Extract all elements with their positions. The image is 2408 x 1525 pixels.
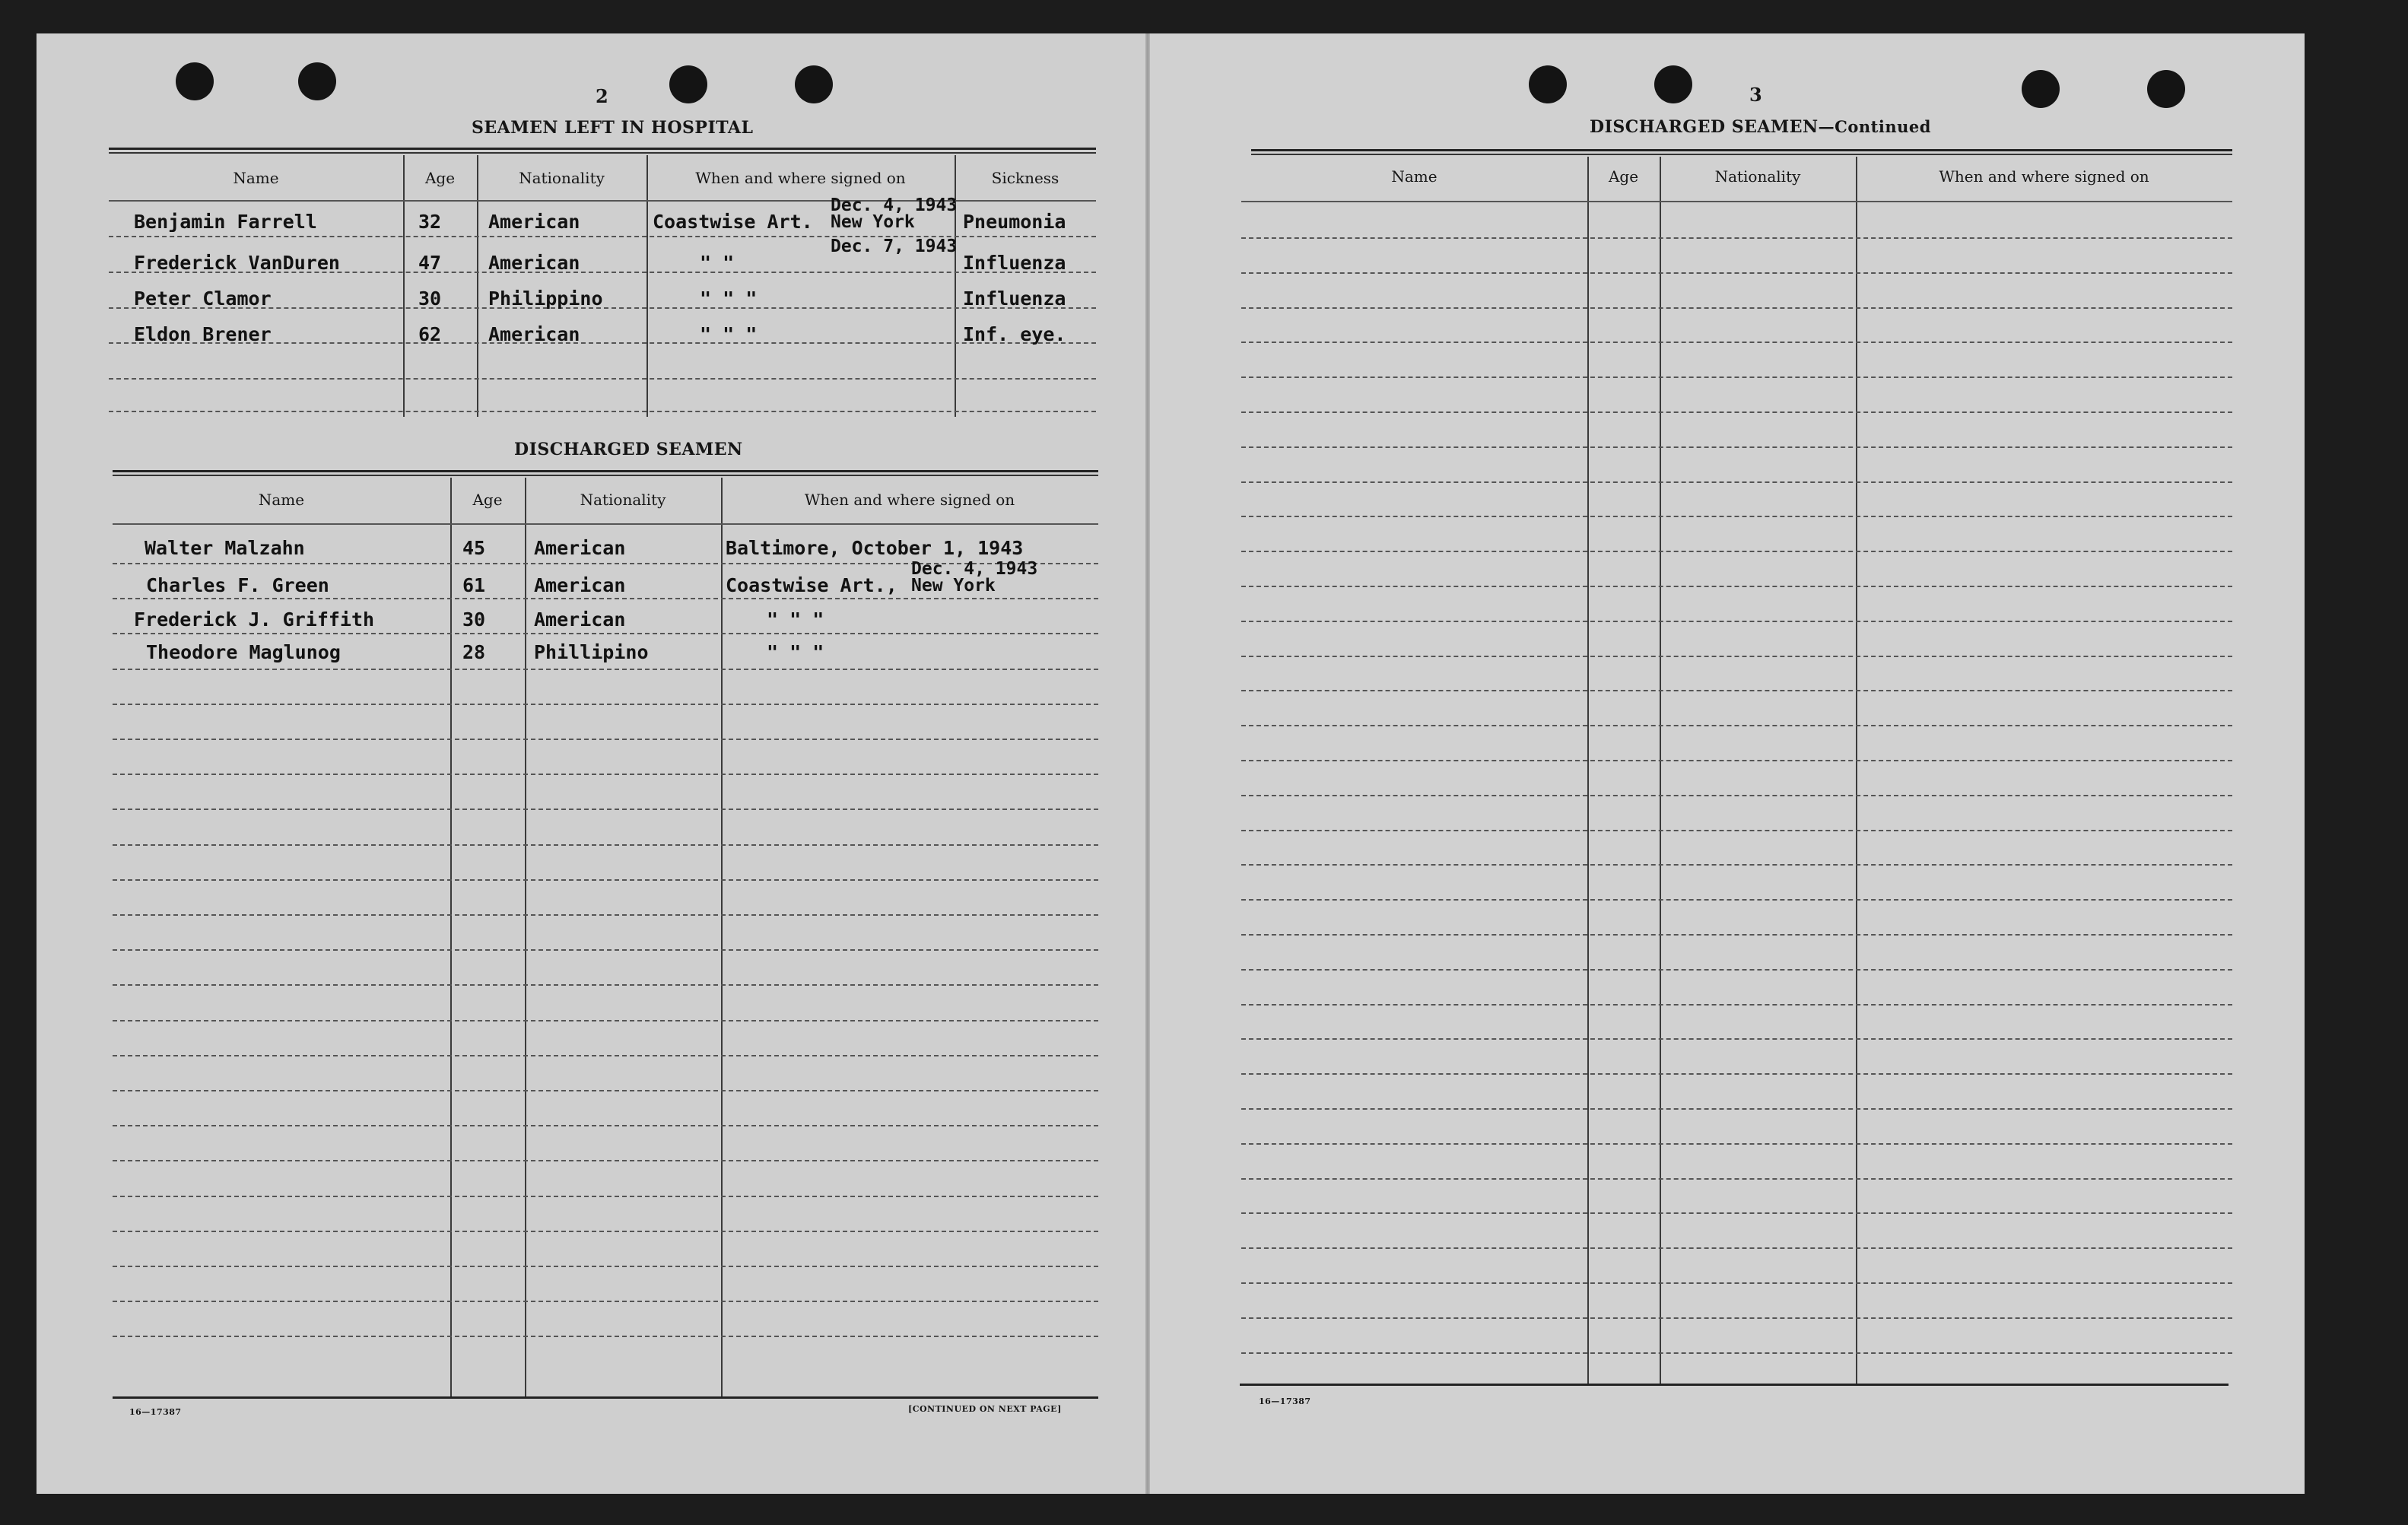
column-header: When and where signed on xyxy=(1939,167,2149,186)
sickness: Inf. eye. xyxy=(963,323,1066,345)
row-line xyxy=(1241,1352,2232,1354)
punch-hole xyxy=(1529,65,1567,103)
table-top-rule xyxy=(1251,154,2232,155)
seaman-nationality: American xyxy=(488,252,580,274)
column-divider xyxy=(525,478,526,1396)
row-line xyxy=(113,949,1098,951)
row-line xyxy=(1241,1178,2232,1180)
row-line xyxy=(113,739,1098,740)
table-top-rule xyxy=(1251,149,2232,151)
seaman-age: 61 xyxy=(462,574,486,596)
table-top-rule xyxy=(113,470,1098,472)
table-bottom-rule xyxy=(113,1396,1098,1399)
seaman-name: Peter Clamor xyxy=(134,288,272,310)
right-page xyxy=(1148,33,2305,1494)
hospital-section-title: SEAMEN LEFT IN HOSPITAL xyxy=(472,118,754,138)
punch-hole xyxy=(2147,70,2185,108)
signed-on-place: " " " xyxy=(767,641,824,663)
column-header: Age xyxy=(472,491,503,509)
column-header: Nationality xyxy=(1714,167,1801,186)
signed-on-place: Coastwise Art., xyxy=(726,574,897,596)
column-header: When and where signed on xyxy=(804,491,1015,509)
seaman-nationality: American xyxy=(488,323,580,345)
row-line xyxy=(1241,899,2232,901)
row-line xyxy=(1241,1143,2232,1145)
row-line xyxy=(1241,1282,2232,1284)
seaman-nationality: Philippino xyxy=(488,288,603,310)
row-line xyxy=(113,879,1098,881)
seaman-age: 45 xyxy=(462,537,486,559)
discharged-section-title: DISCHARGED SEAMEN xyxy=(514,440,743,459)
signed-on-date: Dec. 7, 1943 xyxy=(831,237,958,256)
continued-section-title xyxy=(1590,117,1931,137)
row-line xyxy=(113,523,1098,525)
column-header: Name xyxy=(258,491,305,509)
row-line xyxy=(113,669,1098,670)
punch-hole xyxy=(176,62,214,100)
sickness: Pneumonia xyxy=(963,211,1066,233)
row-line xyxy=(1241,237,2232,239)
column-divider xyxy=(1660,157,1661,1384)
row-line xyxy=(1241,1317,2232,1319)
signed-on-place: " " " xyxy=(700,323,758,345)
row-line xyxy=(1241,446,2232,448)
row-line xyxy=(109,411,1096,412)
row-line xyxy=(1241,307,2232,309)
signed-on-place: " " " xyxy=(700,288,758,310)
row-line xyxy=(113,1196,1098,1197)
seaman-name: Frederick J. Griffith xyxy=(134,608,375,631)
row-line xyxy=(1241,481,2232,483)
row-line xyxy=(113,774,1098,775)
row-line xyxy=(1241,969,2232,971)
seaman-age: 30 xyxy=(418,288,442,310)
signed-on-city: New York xyxy=(831,212,915,232)
row-line xyxy=(1241,411,2232,413)
form-number: 16—17387 xyxy=(129,1407,182,1417)
seaman-name: Frederick VanDuren xyxy=(134,252,340,274)
row-line xyxy=(1241,795,2232,796)
column-header: Name xyxy=(233,169,279,187)
row-line xyxy=(113,1090,1098,1091)
row-line xyxy=(1241,934,2232,936)
column-header: Age xyxy=(424,169,456,187)
seaman-age: 28 xyxy=(462,641,486,663)
seaman-age: 47 xyxy=(418,252,442,274)
seaman-name: Walter Malzahn xyxy=(145,537,305,559)
row-line xyxy=(1241,1073,2232,1075)
row-line xyxy=(1241,760,2232,761)
seaman-nationality: American xyxy=(534,537,626,559)
row-line xyxy=(109,378,1096,380)
seaman-nationality: Phillipino xyxy=(534,641,649,663)
continued-title-main: DISCHARGED SEAMEN xyxy=(1590,117,1819,137)
column-divider xyxy=(721,478,723,1396)
punch-hole xyxy=(298,62,336,100)
row-line xyxy=(1241,1038,2232,1040)
sickness: Influenza xyxy=(963,252,1066,274)
page-number: 2 xyxy=(596,85,608,107)
continued-title-suffix: —Continued xyxy=(1818,117,1931,136)
row-line xyxy=(113,809,1098,810)
seaman-nationality: American xyxy=(534,574,626,596)
row-line xyxy=(1241,690,2232,691)
row-line xyxy=(1241,586,2232,587)
sickness: Influenza xyxy=(963,288,1066,310)
column-divider xyxy=(1856,157,1857,1384)
row-line xyxy=(113,1020,1098,1021)
column-header: Nationality xyxy=(580,491,666,509)
row-line xyxy=(1241,1247,2232,1249)
column-header: Sickness xyxy=(991,169,1059,187)
row-line xyxy=(1241,725,2232,726)
signed-on-place: Baltimore, October 1, 1943 xyxy=(726,537,1024,559)
row-line xyxy=(1241,1004,2232,1006)
seaman-name: Charles F. Green xyxy=(146,574,329,596)
signed-on-place: Coastwise Art. xyxy=(653,211,813,233)
seaman-age: 32 xyxy=(418,211,442,233)
signed-on-place: " " xyxy=(700,252,735,274)
row-line xyxy=(113,914,1098,916)
row-line xyxy=(1241,1212,2232,1214)
column-header: Name xyxy=(1391,167,1437,186)
punch-hole xyxy=(795,65,833,103)
column-header: When and where signed on xyxy=(695,169,906,187)
seaman-nationality: American xyxy=(534,608,626,631)
row-line xyxy=(113,1301,1098,1302)
column-divider xyxy=(450,478,452,1396)
seaman-age: 30 xyxy=(462,608,486,631)
row-line xyxy=(113,844,1098,846)
punch-hole xyxy=(2022,70,2060,108)
signed-on-date: Dec. 4, 1943 xyxy=(831,195,958,215)
row-line xyxy=(113,598,1098,599)
row-line xyxy=(1241,551,2232,552)
row-line xyxy=(1241,342,2232,343)
book-gutter xyxy=(1145,33,1150,1494)
row-line xyxy=(113,704,1098,705)
seaman-nationality: American xyxy=(488,211,580,233)
row-line xyxy=(1241,656,2232,657)
continued-note: [CONTINUED ON NEXT PAGE] xyxy=(908,1404,1062,1414)
table-bottom-rule xyxy=(1240,1384,2229,1386)
row-line xyxy=(1241,272,2232,274)
row-line xyxy=(113,1231,1098,1232)
seaman-name: Eldon Brener xyxy=(134,323,272,345)
column-header: Nationality xyxy=(519,169,605,187)
column-header: Age xyxy=(1608,167,1639,186)
punch-hole xyxy=(669,65,707,103)
row-line xyxy=(113,984,1098,986)
row-line xyxy=(113,633,1098,634)
signed-on-date: Dec. 4, 1943 xyxy=(911,559,1038,579)
signed-on-city: New York xyxy=(911,576,996,596)
table-top-rule xyxy=(113,475,1098,476)
signed-on-place: " " " xyxy=(767,608,824,631)
row-line xyxy=(1241,1108,2232,1110)
table-top-rule xyxy=(109,152,1096,154)
seaman-name: Theodore Maglunog xyxy=(146,641,341,663)
row-line xyxy=(1241,516,2232,517)
row-line xyxy=(113,1266,1098,1267)
form-number: 16—17387 xyxy=(1259,1396,1311,1406)
row-line xyxy=(1241,201,2232,202)
row-line xyxy=(113,1125,1098,1126)
row-line xyxy=(113,1336,1098,1337)
table-top-rule xyxy=(109,148,1096,150)
seaman-name: Benjamin Farrell xyxy=(134,211,317,233)
row-line xyxy=(1241,864,2232,866)
column-divider xyxy=(1587,157,1589,1384)
row-line xyxy=(113,1160,1098,1161)
seaman-age: 62 xyxy=(418,323,442,345)
row-line xyxy=(1241,830,2232,831)
page-number: 3 xyxy=(1749,84,1762,106)
row-line xyxy=(1241,376,2232,378)
row-line xyxy=(113,1055,1098,1056)
row-line xyxy=(1241,621,2232,622)
punch-hole xyxy=(1654,65,1692,103)
